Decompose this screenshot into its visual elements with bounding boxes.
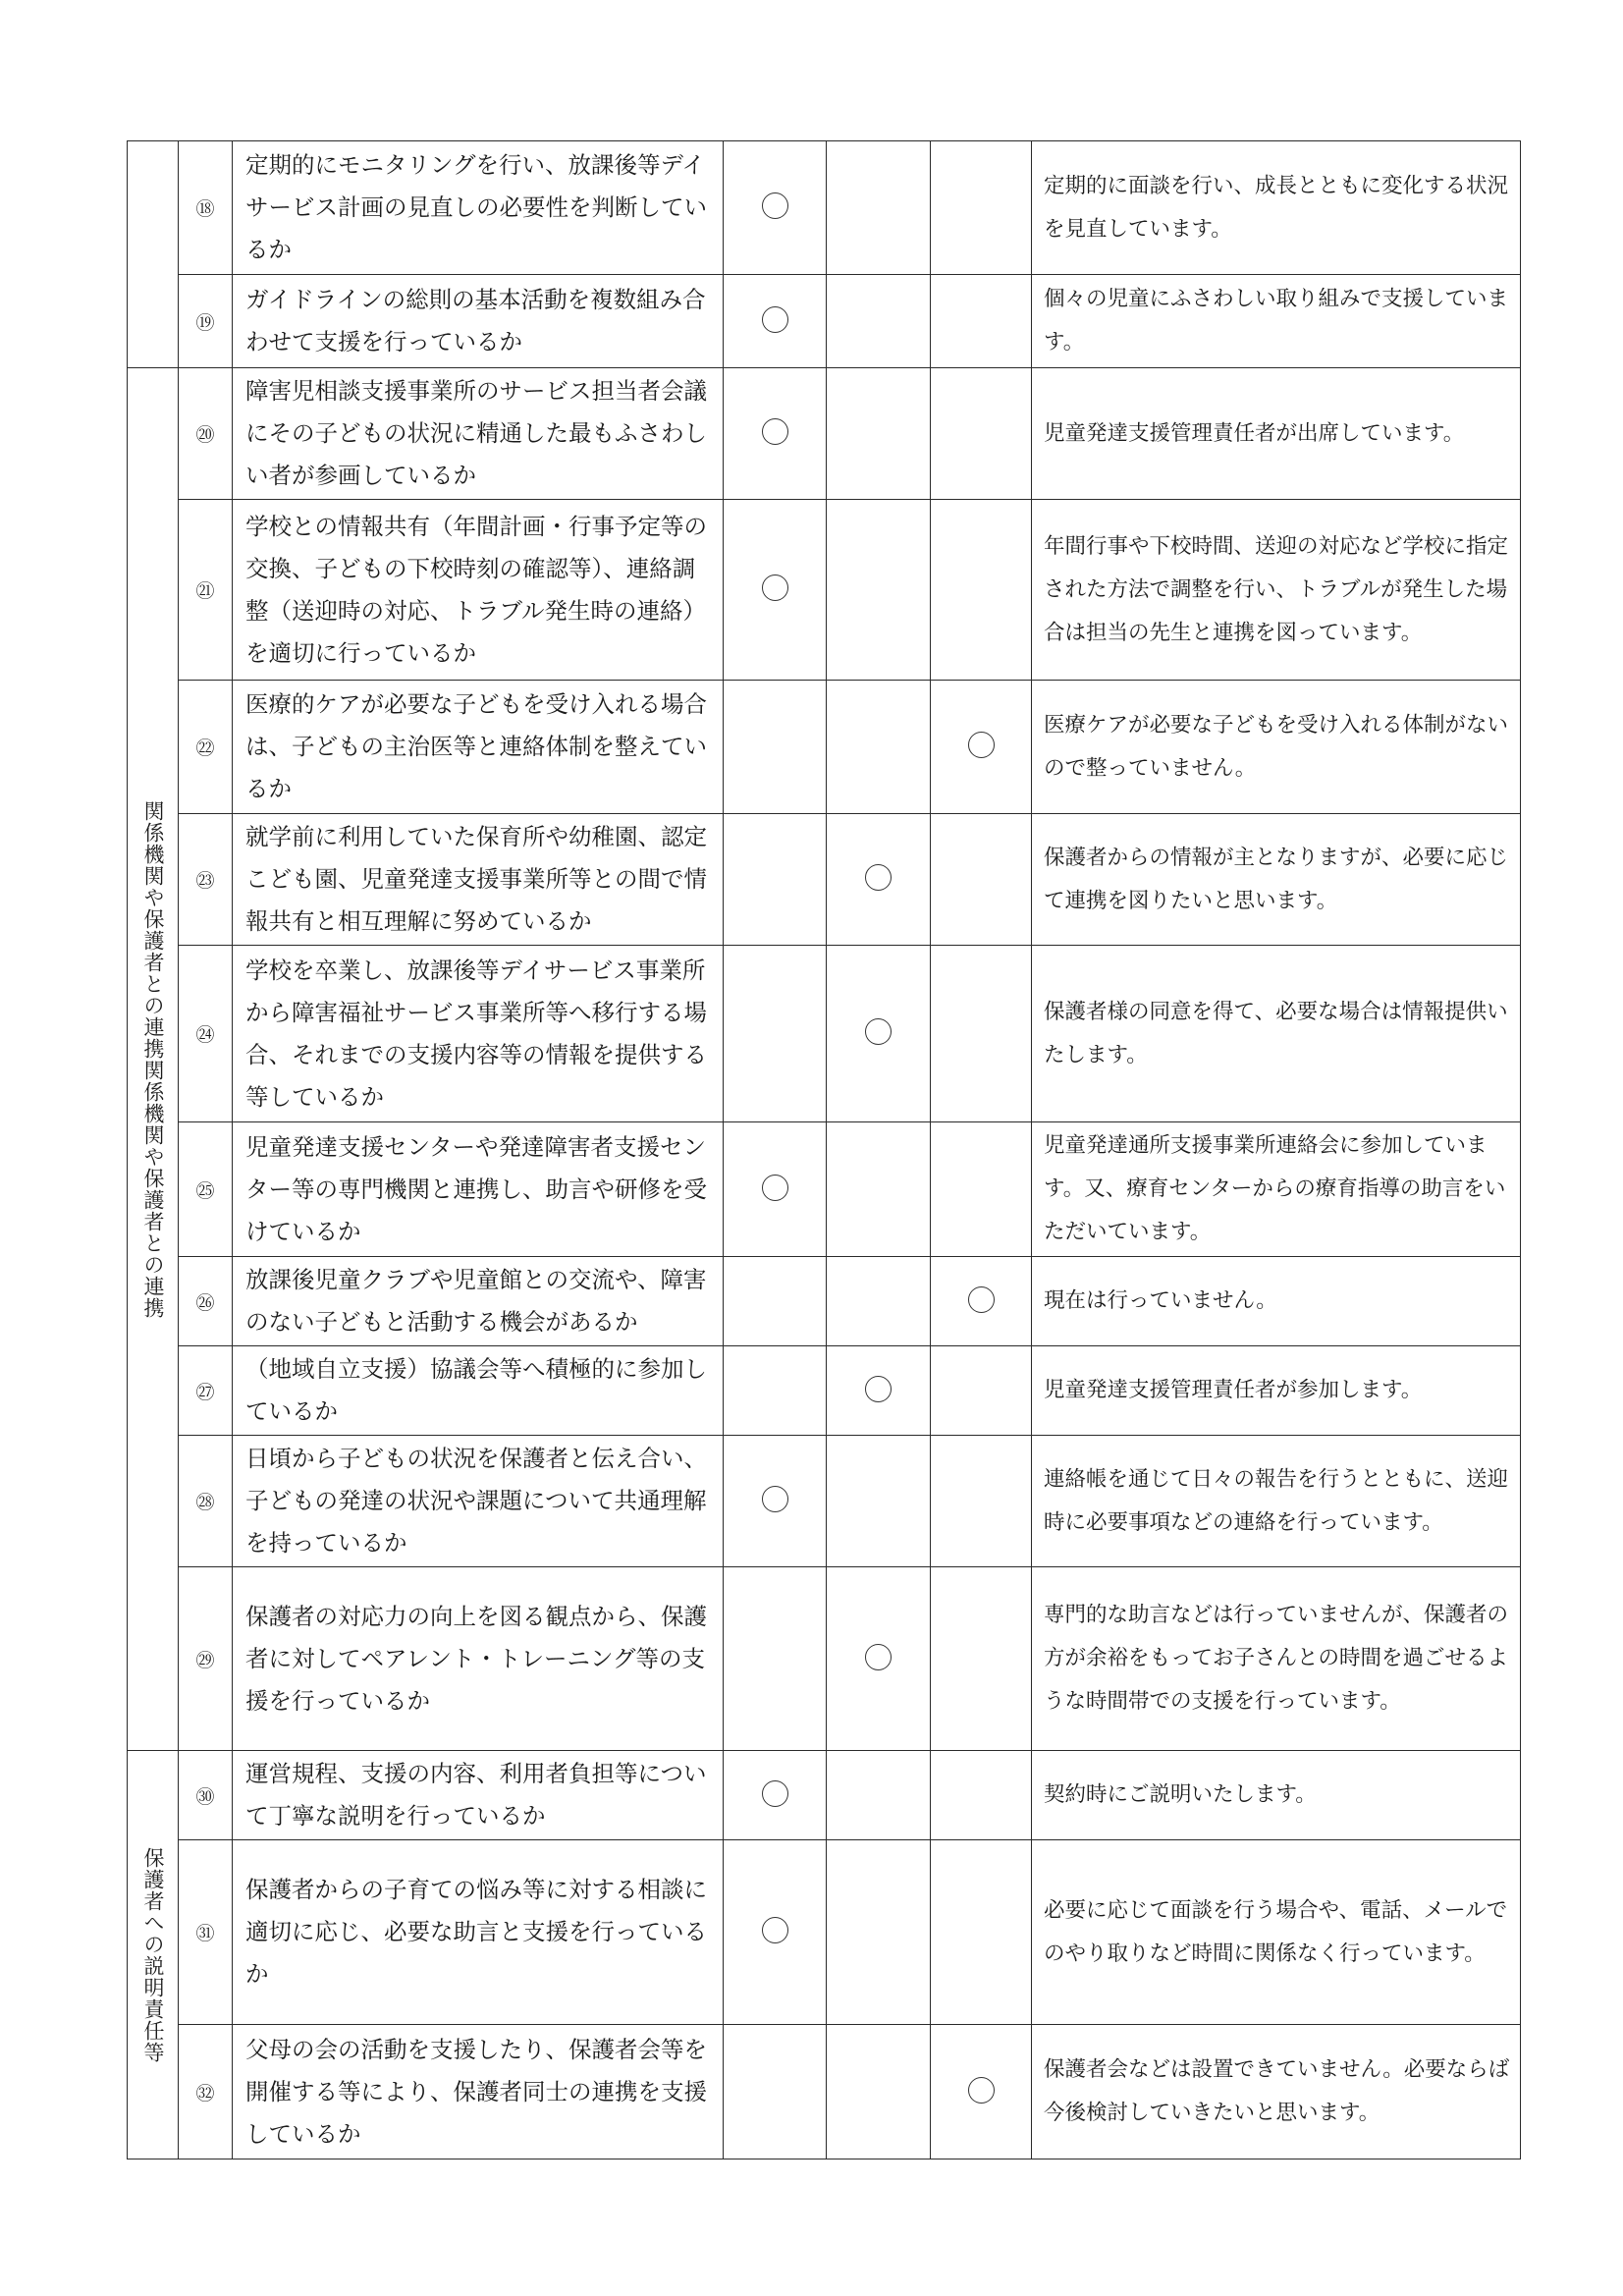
answer-yes-cell bbox=[724, 500, 827, 681]
circle-mark-icon bbox=[865, 1376, 892, 1402]
circle-mark-icon bbox=[865, 1644, 892, 1670]
item-number: ㉓ bbox=[179, 814, 233, 946]
answer-yes-cell bbox=[724, 1567, 827, 1751]
answer-no-cell bbox=[931, 946, 1032, 1122]
item-number: ㉖ bbox=[179, 1257, 233, 1346]
comment-text: 児童発達支援管理責任者が参加します。 bbox=[1032, 1346, 1521, 1436]
answer-partial-cell bbox=[827, 141, 931, 275]
comment-text: 専門的な助言などは行っていませんが、保護者の方が余裕をもってお子さんとの時間を過ごせるような時間帯での支援を行っています。 bbox=[1032, 1567, 1521, 1751]
answer-yes-cell bbox=[724, 1346, 827, 1436]
answer-no-cell bbox=[931, 1346, 1032, 1436]
answer-no-cell bbox=[931, 1567, 1032, 1751]
item-number: ㉕ bbox=[179, 1122, 233, 1257]
item-text: ガイドラインの総則の基本活動を複数組み合わせて支援を行っているか bbox=[233, 275, 724, 368]
comment-text: 年間行事や下校時間、送迎の対応など学校に指定された方法で調整を行い、トラブルが発生した場合は担当の先生と連携を図っています。 bbox=[1032, 500, 1521, 681]
answer-no-cell bbox=[931, 2025, 1032, 2159]
answer-partial-cell bbox=[827, 1567, 931, 1751]
comment-text: 現在は行っていません。 bbox=[1032, 1257, 1521, 1346]
item-number: ㉗ bbox=[179, 1346, 233, 1436]
item-text: 保護者からの子育ての悩み等に対する相談に適切に応じ、必要な助言と支援を行っているか bbox=[233, 1840, 724, 2025]
item-text: 障害児相談支援事業所のサービス担当者会議にその子どもの状況に精通した最もふさわしい者が参画しているか bbox=[233, 368, 724, 500]
answer-yes-cell bbox=[724, 275, 827, 368]
answer-no-cell bbox=[931, 500, 1032, 681]
item-text: 運営規程、支援の内容、利用者負担等について丁寧な説明を行っているか bbox=[233, 1751, 724, 1840]
table-row bbox=[128, 1751, 1521, 1840]
item-text: 医療的ケアが必要な子どもを受け入れる場合は、子どもの主治医等と連絡体制を整えているか bbox=[233, 681, 724, 814]
item-text: 保護者の対応力の向上を図る観点から、保護者に対してペアレント・トレーニング等の支援を行っているか bbox=[233, 1567, 724, 1751]
table-row bbox=[128, 368, 1521, 500]
comment-text: 連絡帳を通じて日々の報告を行うとともに、送迎時に必要事項などの連絡を行っています。 bbox=[1032, 1436, 1521, 1567]
circle-mark-icon bbox=[865, 1018, 892, 1045]
answer-yes-cell bbox=[724, 1122, 827, 1257]
section-label-renkei: 関係機関や保護者との連携関係機関や保護者との連携 bbox=[141, 799, 166, 1319]
answer-partial-cell bbox=[827, 500, 931, 681]
item-number: ㉘ bbox=[179, 1436, 233, 1567]
answer-yes-cell bbox=[724, 2025, 827, 2159]
circle-mark-icon bbox=[762, 192, 788, 219]
comment-text: 児童発達支援管理責任者が出席しています。 bbox=[1032, 368, 1521, 500]
table-row bbox=[128, 1436, 1521, 1567]
circle-mark-icon bbox=[762, 1175, 788, 1201]
item-number: ㉙ bbox=[179, 1567, 233, 1751]
answer-partial-cell bbox=[827, 1122, 931, 1257]
answer-yes-cell bbox=[724, 946, 827, 1122]
answer-yes-cell bbox=[724, 1751, 827, 1840]
table-row bbox=[128, 141, 1521, 275]
answer-yes-cell bbox=[724, 1436, 827, 1567]
table-row bbox=[128, 275, 1521, 368]
section-label-cell bbox=[128, 1751, 179, 2159]
section-label-cell bbox=[128, 368, 179, 1751]
table-body bbox=[128, 141, 1521, 2159]
answer-no-cell bbox=[931, 275, 1032, 368]
comment-text: 必要に応じて面談を行う場合や、電話、メールでのやり取りなど時間に関係なく行っています。 bbox=[1032, 1840, 1521, 2025]
item-number: ㉜ bbox=[179, 2025, 233, 2159]
item-text: 児童発達支援センターや発達障害者支援センター等の専門機関と連携し、助言や研修を受けているか bbox=[233, 1122, 724, 1257]
item-text: 定期的にモニタリングを行い、放課後等デイサービス計画の見直しの必要性を判断しているか bbox=[233, 141, 724, 275]
answer-no-cell bbox=[931, 1840, 1032, 2025]
circle-mark-icon bbox=[968, 1286, 995, 1313]
answer-partial-cell bbox=[827, 275, 931, 368]
answer-partial-cell bbox=[827, 1751, 931, 1840]
circle-mark-icon bbox=[968, 732, 995, 758]
answer-partial-cell bbox=[827, 2025, 931, 2159]
section-cell-previous bbox=[128, 141, 179, 368]
circle-mark-icon bbox=[762, 1486, 788, 1512]
item-number: ⑱ bbox=[179, 141, 233, 275]
answer-no-cell bbox=[931, 368, 1032, 500]
answer-partial-cell bbox=[827, 1257, 931, 1346]
table-row bbox=[128, 1122, 1521, 1257]
table-row bbox=[128, 500, 1521, 681]
answer-no-cell bbox=[931, 1436, 1032, 1567]
answer-partial-cell bbox=[827, 368, 931, 500]
comment-text: 個々の児童にふさわしい取り組みで支援しています。 bbox=[1032, 275, 1521, 368]
answer-partial-cell bbox=[827, 1436, 931, 1567]
comment-text: 児童発達通所支援事業所連絡会に参加しています。又、療育センターからの療育指導の助言をいただいています。 bbox=[1032, 1122, 1521, 1257]
section-label-setsumei: 保護者への説明責任等 bbox=[141, 1846, 166, 2063]
item-number: ㉔ bbox=[179, 946, 233, 1122]
answer-yes-cell bbox=[724, 681, 827, 814]
answer-yes-cell bbox=[724, 814, 827, 946]
item-text: 父母の会の活動を支援したり、保護者会等を開催する等により、保護者同士の連携を支援しているか bbox=[233, 2025, 724, 2159]
answer-yes-cell bbox=[724, 368, 827, 500]
item-text: 就学前に利用していた保育所や幼稚園、認定こども園、児童発達支援事業所等との間で情報共有と相互理解に努めているか bbox=[233, 814, 724, 946]
table-row bbox=[128, 814, 1521, 946]
self-evaluation-table bbox=[127, 140, 1521, 2159]
table-row bbox=[128, 1567, 1521, 1751]
table-row bbox=[128, 1257, 1521, 1346]
comment-text: 保護者様の同意を得て、必要な場合は情報提供いたします。 bbox=[1032, 946, 1521, 1122]
item-text: 日頃から子どもの状況を保護者と伝え合い、子どもの発達の状況や課題について共通理解を持っているか bbox=[233, 1436, 724, 1567]
table-row bbox=[128, 946, 1521, 1122]
circle-mark-icon bbox=[762, 1917, 788, 1943]
answer-yes-cell bbox=[724, 1257, 827, 1346]
item-number: ㉛ bbox=[179, 1840, 233, 2025]
comment-text: 保護者会などは設置できていません。必要ならば今後検討していきたいと思います。 bbox=[1032, 2025, 1521, 2159]
comment-text: 契約時にご説明いたします。 bbox=[1032, 1751, 1521, 1840]
item-text: 学校を卒業し、放課後等デイサービス事業所から障害福祉サービス事業所等へ移行する場合、それまでの支援内容等の情報を提供する等しているか bbox=[233, 946, 724, 1122]
circle-mark-icon bbox=[865, 864, 892, 891]
item-text: 学校との情報共有（年間計画・行事予定等の交換、子どもの下校時刻の確認等）、連絡調整（送迎時の対応、トラブル発生時の連絡）を適切に行っているか bbox=[233, 500, 724, 681]
evaluation-sheet bbox=[127, 140, 1521, 2159]
comment-text: 保護者からの情報が主となりますが、必要に応じて連携を図りたいと思います。 bbox=[1032, 814, 1521, 946]
answer-no-cell bbox=[931, 681, 1032, 814]
answer-partial-cell bbox=[827, 681, 931, 814]
table-row bbox=[128, 681, 1521, 814]
circle-mark-icon bbox=[968, 2077, 995, 2104]
answer-no-cell bbox=[931, 141, 1032, 275]
circle-mark-icon bbox=[762, 1780, 788, 1807]
comment-text: 医療ケアが必要な子どもを受け入れる体制がないので整っていません。 bbox=[1032, 681, 1521, 814]
answer-partial-cell bbox=[827, 946, 931, 1122]
answer-partial-cell bbox=[827, 1346, 931, 1436]
answer-yes-cell bbox=[724, 141, 827, 275]
answer-partial-cell bbox=[827, 814, 931, 946]
circle-mark-icon bbox=[762, 574, 788, 601]
item-text: （地域自立支援）協議会等へ積極的に参加しているか bbox=[233, 1346, 724, 1436]
answer-no-cell bbox=[931, 814, 1032, 946]
item-text: 放課後児童クラブや児童館との交流や、障害のない子どもと活動する機会があるか bbox=[233, 1257, 724, 1346]
answer-no-cell bbox=[931, 1751, 1032, 1840]
table-row bbox=[128, 1346, 1521, 1436]
item-number: ⑲ bbox=[179, 275, 233, 368]
answer-yes-cell bbox=[724, 1840, 827, 2025]
item-number: ⑳ bbox=[179, 368, 233, 500]
circle-mark-icon bbox=[762, 306, 788, 333]
answer-partial-cell bbox=[827, 1840, 931, 2025]
comment-text: 定期的に面談を行い、成長とともに変化する状況を見直しています。 bbox=[1032, 141, 1521, 275]
item-number: ㉚ bbox=[179, 1751, 233, 1840]
answer-no-cell bbox=[931, 1122, 1032, 1257]
item-number: ㉒ bbox=[179, 681, 233, 814]
answer-no-cell bbox=[931, 1257, 1032, 1346]
table-row bbox=[128, 2025, 1521, 2159]
table-row bbox=[128, 1840, 1521, 2025]
circle-mark-icon bbox=[762, 418, 788, 445]
item-number: ㉑ bbox=[179, 500, 233, 681]
